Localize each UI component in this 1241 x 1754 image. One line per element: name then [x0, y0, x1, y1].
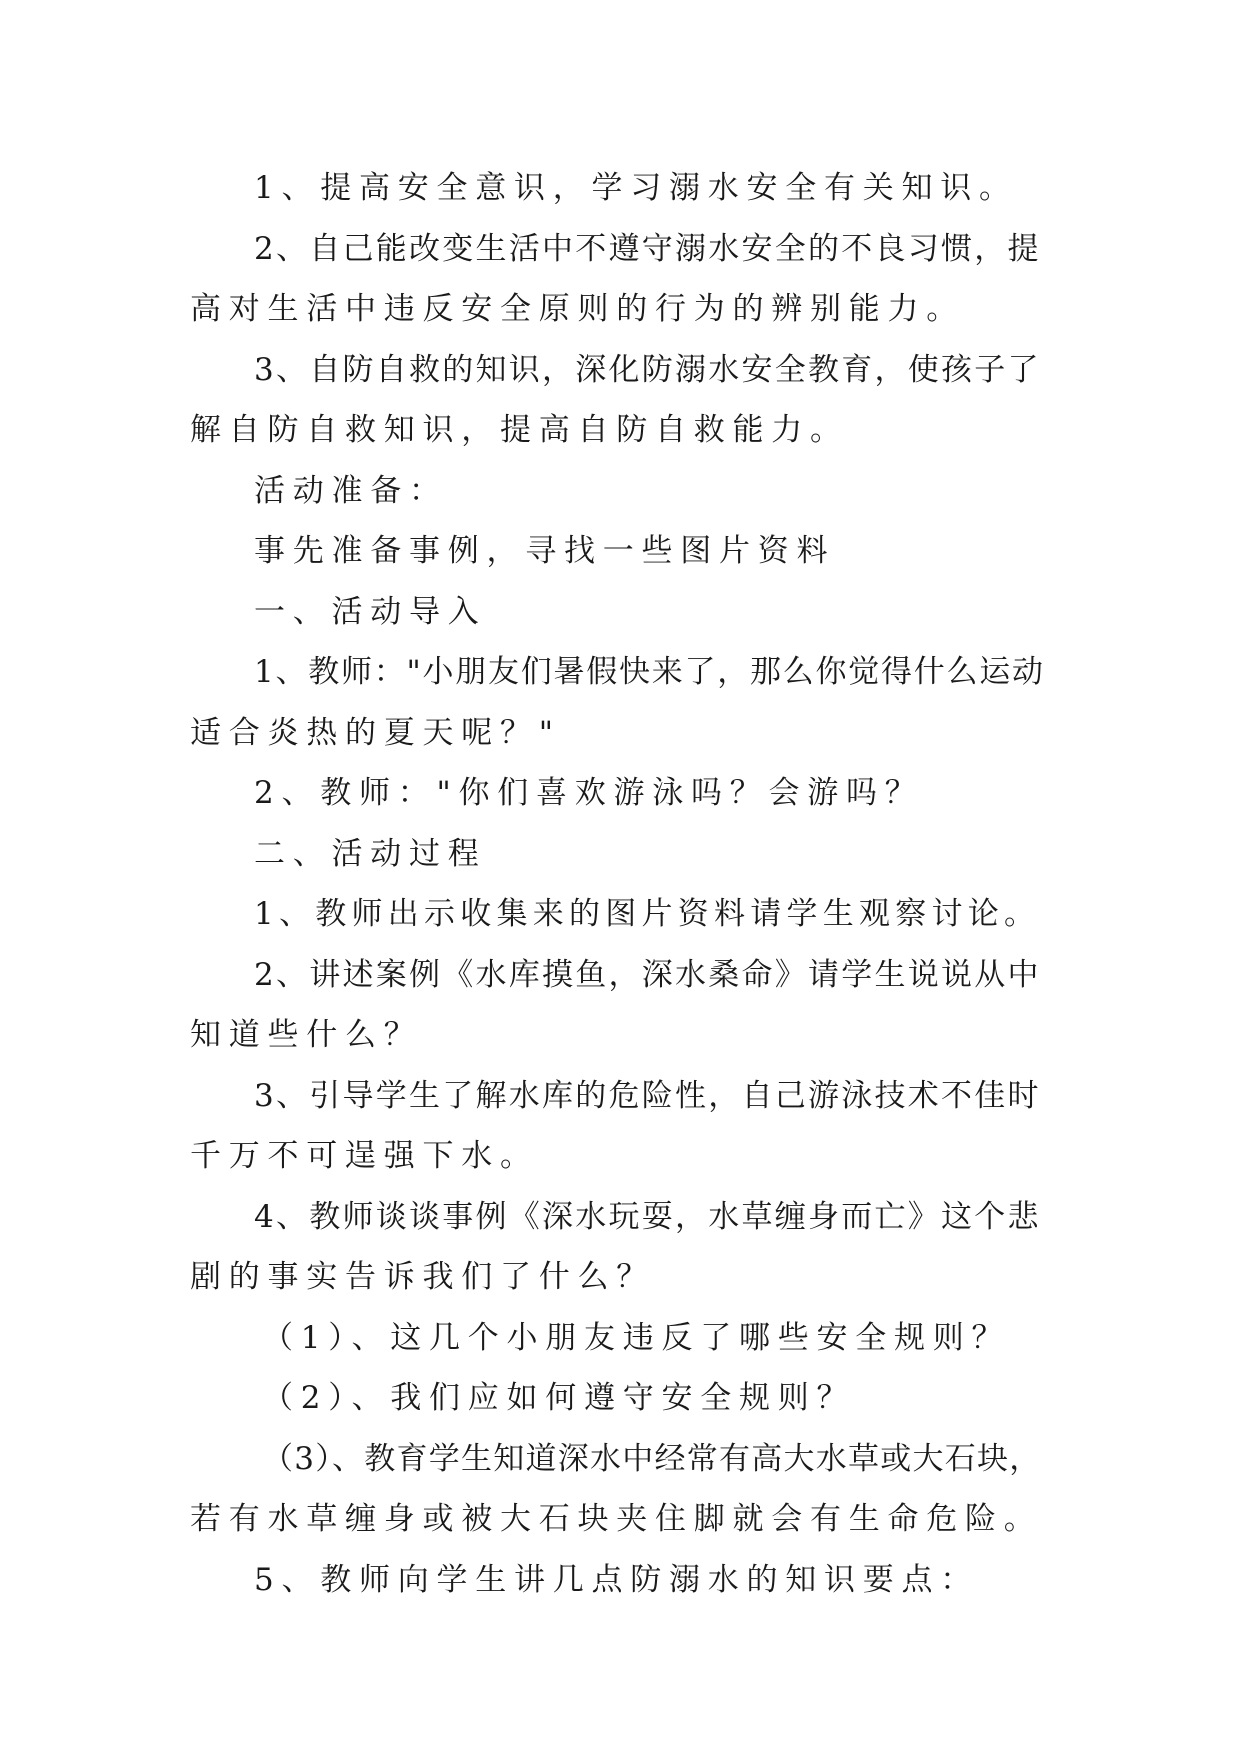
- paragraph-line: 2、讲述案例《水库摸鱼，深水桑命》请学生说说从中: [254, 956, 1041, 993]
- paragraph-line: 适合炎热的夏天呢？": [190, 714, 561, 751]
- paragraph-line: 2、教师："你们喜欢游泳吗？会游吗？: [254, 775, 924, 811]
- section-label: 活动准备：: [254, 472, 448, 509]
- sub-item-line: （2）、我们应如何遵守安全规则？: [262, 1380, 856, 1416]
- sub-item-line: （3）、教育学生知道深水中经常有高大水草或大石块，: [262, 1440, 1042, 1477]
- paragraph-line: 3、引导学生了解水库的危险性，自己游泳技术不佳时: [254, 1077, 1041, 1114]
- paragraph-line: 解自防自救知识，提高自防自救能力。: [190, 412, 849, 448]
- paragraph-line: 3、自防自救的知识，深化防溺水安全教育，使孩子了: [254, 351, 1041, 388]
- section-heading: 一、活动导入: [254, 593, 487, 630]
- paragraph-line: 2、自己能改变生活中不遵守溺水安全的不良习惯，提: [254, 230, 1041, 267]
- paragraph-line: 1、提高安全意识，学习溺水安全有关知识。: [254, 170, 1018, 206]
- paragraph-line: 知道些什么？: [190, 1017, 423, 1053]
- section-heading: 二、活动过程: [254, 835, 487, 872]
- document-body: [190, 158, 1050, 1610]
- sub-item-line: （1）、这几个小朋友违反了哪些安全规则？: [262, 1319, 1011, 1356]
- paragraph-line: 1、教师："小朋友们暑假快来了，那么你觉得什么运动: [254, 654, 1045, 690]
- paragraph-line: 事先准备事例，寻找一些图片资料: [254, 533, 836, 569]
- paragraph-line: 4、教师谈谈事例《深水玩耍，水草缠身而亡》这个悲: [254, 1198, 1041, 1235]
- paragraph-line: 若有水草缠身或被大石块夹住脚就会有生命危险。: [190, 1501, 1043, 1537]
- paragraph-line: 1、教师出示收集来的图片资料请学生观察讨论。: [254, 896, 1041, 932]
- paragraph-line: 高对生活中违反安全原则的行为的辨别能力。: [190, 291, 965, 327]
- paragraph-line: 千万不可逞强下水。: [190, 1138, 539, 1174]
- paragraph-line: 剧的事实告诉我们了什么？: [190, 1259, 655, 1295]
- paragraph-line: 5、教师向学生讲几点防溺水的知识要点：: [254, 1561, 979, 1598]
